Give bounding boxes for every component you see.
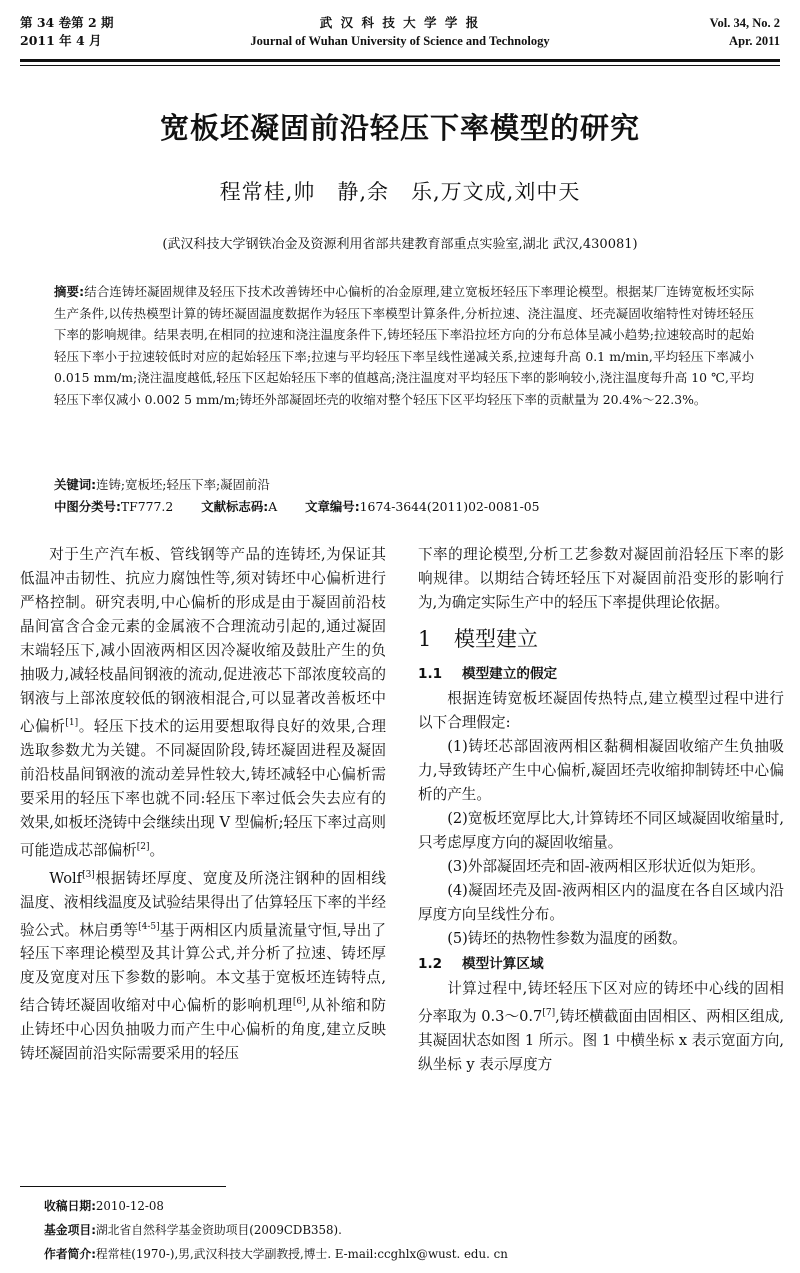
header-rule-thin — [20, 65, 780, 66]
calc-region-paragraph: 计算过程中,铸坯轻压下区对应的铸坯中心线的固相分率取为 0.3～0.7[7],铸坯横截面由固相区、两相区组成,其凝固状态如图 1 所示。图 1 中横坐标 x 表示宽面方向,纵坐标 y 表示厚度方 — [418, 980, 784, 1073]
header-rule-thick — [20, 59, 780, 62]
article-no-value: 1674-3644(2011)02-0081-05 — [359, 498, 540, 514]
citation: [3] — [82, 869, 95, 880]
journal-name-en: Journal of Wuhan University of Science and Technology — [250, 34, 550, 48]
assumption-intro: 根据连铸宽板坯凝固传热特点,建立模型过程中进行以下合理假定: — [418, 690, 784, 731]
citation: [7] — [542, 1008, 556, 1018]
affiliation: (武汉科技大学钢铁冶金及资源利用省部共建教育部重点实验室,湖北 武汉,430081) — [162, 237, 638, 252]
abstract-label: 摘要: — [54, 284, 85, 299]
keywords-text: 连铸;宽板坯;轻压下率;凝固前沿 — [96, 477, 270, 492]
clc-value: TF777.2 — [120, 498, 174, 514]
citation: [6] — [292, 997, 306, 1008]
subsection-heading — [418, 951, 784, 977]
author-list: 程常桂,帅 静,余 乐,万文成,刘中天 — [219, 180, 581, 204]
keywords-label: 关键词: — [54, 477, 97, 492]
intro-paragraph-2: Wolf[3]根据铸坯厚度、宽度及所浇注钢种的固相线温度、液相线温度及试验结果得出了估算轻压下率的半经验公式。林启勇等[4-5]基于两相区内质量流量守恒,导出了轻压下率理论模型及其计算公式,并分析了拉速、铸坯厚度及宽度对压下参数的影响。本文基于宽板坯连铸特点,结合铸坯凝固收缩对中心偏析的影响机理[6],从补缩和防止铸坯中心因负抽吸力而产生中心偏析的角度,建立反映铸坯凝固前沿实际需要采用的轻压 — [20, 869, 386, 1063]
paper-meta — [54, 474, 754, 517]
assumption-item: (3)外部凝固坯壳和固-液两相区形状近似为矩形。 — [447, 858, 765, 875]
vol-no-en: Vol. 34, No. 2 — [709, 16, 780, 30]
doc-code-label: 文献标志码: — [201, 498, 269, 514]
clc-label: 中图分类号: — [54, 498, 121, 514]
citation: [1] — [65, 718, 79, 728]
keywords-row — [54, 474, 754, 496]
subsection-number: 1.2 — [418, 956, 443, 972]
subsection-title: 模型计算区域 — [462, 956, 544, 972]
doc-code-value: A — [268, 498, 278, 514]
footnotes — [44, 1194, 764, 1266]
assumption-item: (5)铸坯的热物性参数为温度的函数。 — [447, 930, 687, 947]
intro-paragraph-2-continued: ,从补缩和防止铸坯中心因负抽吸力而产生中心偏析的角度,建立反映铸坯凝固前沿实际需要采用的轻压 — [20, 997, 386, 1063]
section-title: 模型建立 — [454, 627, 538, 651]
issue-date: 2011 年 4 月 — [20, 33, 102, 48]
paper-title: 宽板坯凝固前沿轻压下率模型的研究 — [159, 111, 640, 145]
article-no-label: 文章编号: — [305, 498, 360, 514]
body-column-right — [418, 543, 784, 1077]
running-header — [20, 14, 780, 54]
intro-paragraph-2-tail: 下率的理论模型,分析工艺参数对凝固前沿轻压下率的影响规律。以期结合铸坯轻压下对凝固前沿变形的影响行为,为确定实际生产中的轻压下率提供理论依据。 — [418, 546, 784, 611]
date-en: Apr. 2011 — [729, 34, 780, 48]
intro-paragraph-1: 对于生产汽车板、管线钢等产品的连铸坯,为保证其低温冲击韧性、抗应力腐蚀性等,须对铸坯中心偏析进行严格控制。研究表明,中心偏析的形成是由于凝固前沿枝晶间富含合金元素的金属液不合理流动引起的,通过凝固末端轻压下,减小固液两相区因冷凝收缩及鼓肚产生的负抽吸力,减轻枝晶间钢液的流动,促进液芯下部浓度较高的钢液与上部浓度较低的钢液相混合,可以显著改善板坯中心偏析[1]。轻压下技术的运用要想取得良好的效果,合理选取参数尤为关键。不同凝固阶段,铸坯凝固进程及凝固前沿枝晶间钢液的流动差异性较大,铸坯减轻中心偏析需要采用的轻压下率也就不同:轻压下率过低会失去应有的效果,如板坯浇铸中会继续出现 V 型偏析;轻压下率过高则可能造成芯部偏析[2]。 — [20, 546, 386, 859]
received-date: 收稿日期:2010-12-08 — [44, 1199, 164, 1213]
fund-info: 基金项目:湖北省自然科学基金资助项目(2009CDB358). — [44, 1223, 342, 1237]
author-bio: 作者简介:程常桂(1970-),男,武汉科技大学副教授,博士. E-mail:ccghlx@wust. edu. cn — [44, 1247, 508, 1261]
section-number: 1 — [418, 627, 432, 651]
journal-name-cn: 武 汉 科 技 大 学 学 报 — [319, 15, 481, 30]
section-heading — [418, 623, 784, 655]
citation: [4-5] — [138, 921, 160, 932]
abstract — [54, 281, 754, 410]
assumption-item: (2)宽板坯宽厚比大,计算铸坯不同区域凝固收缩量时,只考虑厚度方向的凝固收缩量。 — [418, 810, 784, 851]
abstract-text: 结合连铸坯凝固规律及轻压下技术改善铸坯中心偏析的冶金原理,建立宽板坯轻压下率理论模型。根据某厂连铸宽板坯实际生产条件,以传热模型计算的铸坯凝固温度数据作为轻压下率模型计算条件,分析拉速、浇注温度、坯壳凝固收缩特性对铸坯轻压下率的影响规律。结果表明,在相同的拉速和浇注温度条件下,铸坯轻压下率沿拉坯方向的分布总体呈减小趋势;拉速较高时的起始轻压下率小于拉速较低时对应的起始轻压下率;拉速与平均轻压下率呈线性递减关系,拉速每升高 0.1 m/min,平均轻压下率减小 0.015 mm/m;浇注温度越低,轻压下区起始轻压下率的值越高;浇注温度对平均轻压下率的影响较小,浇注温度每升高 10 ℃,平均轻压下率仅减小 0.002 5 mm/m;铸坯外部凝固坯壳的收缩对整个轻压下区平均轻压下率的贡献量为 20.4%～22.3%。 — [54, 284, 754, 407]
volume-issue: 第 34 卷第 2 期 — [20, 15, 114, 30]
footnote-rule — [20, 1186, 226, 1187]
assumption-item: (4)凝固坯壳及固-液两相区内的温度在各自区域内沿厚度方向呈线性分布。 — [418, 882, 784, 923]
subsection-number: 1.1 — [418, 666, 443, 682]
body-column-left — [20, 543, 386, 1066]
header-right — [710, 14, 780, 50]
subsection-heading — [418, 661, 784, 687]
assumption-item: (1)铸坯芯部固液两相区黏稠相凝固收缩产生负抽吸力,导致铸坯产生中心偏析,凝固坯壳收缩抑制铸坯中心偏析的产生。 — [418, 738, 784, 803]
header-center — [20, 14, 780, 50]
classification-row — [54, 496, 754, 518]
citation: [2] — [136, 841, 150, 852]
subsection-title: 模型建立的假定 — [462, 666, 558, 682]
